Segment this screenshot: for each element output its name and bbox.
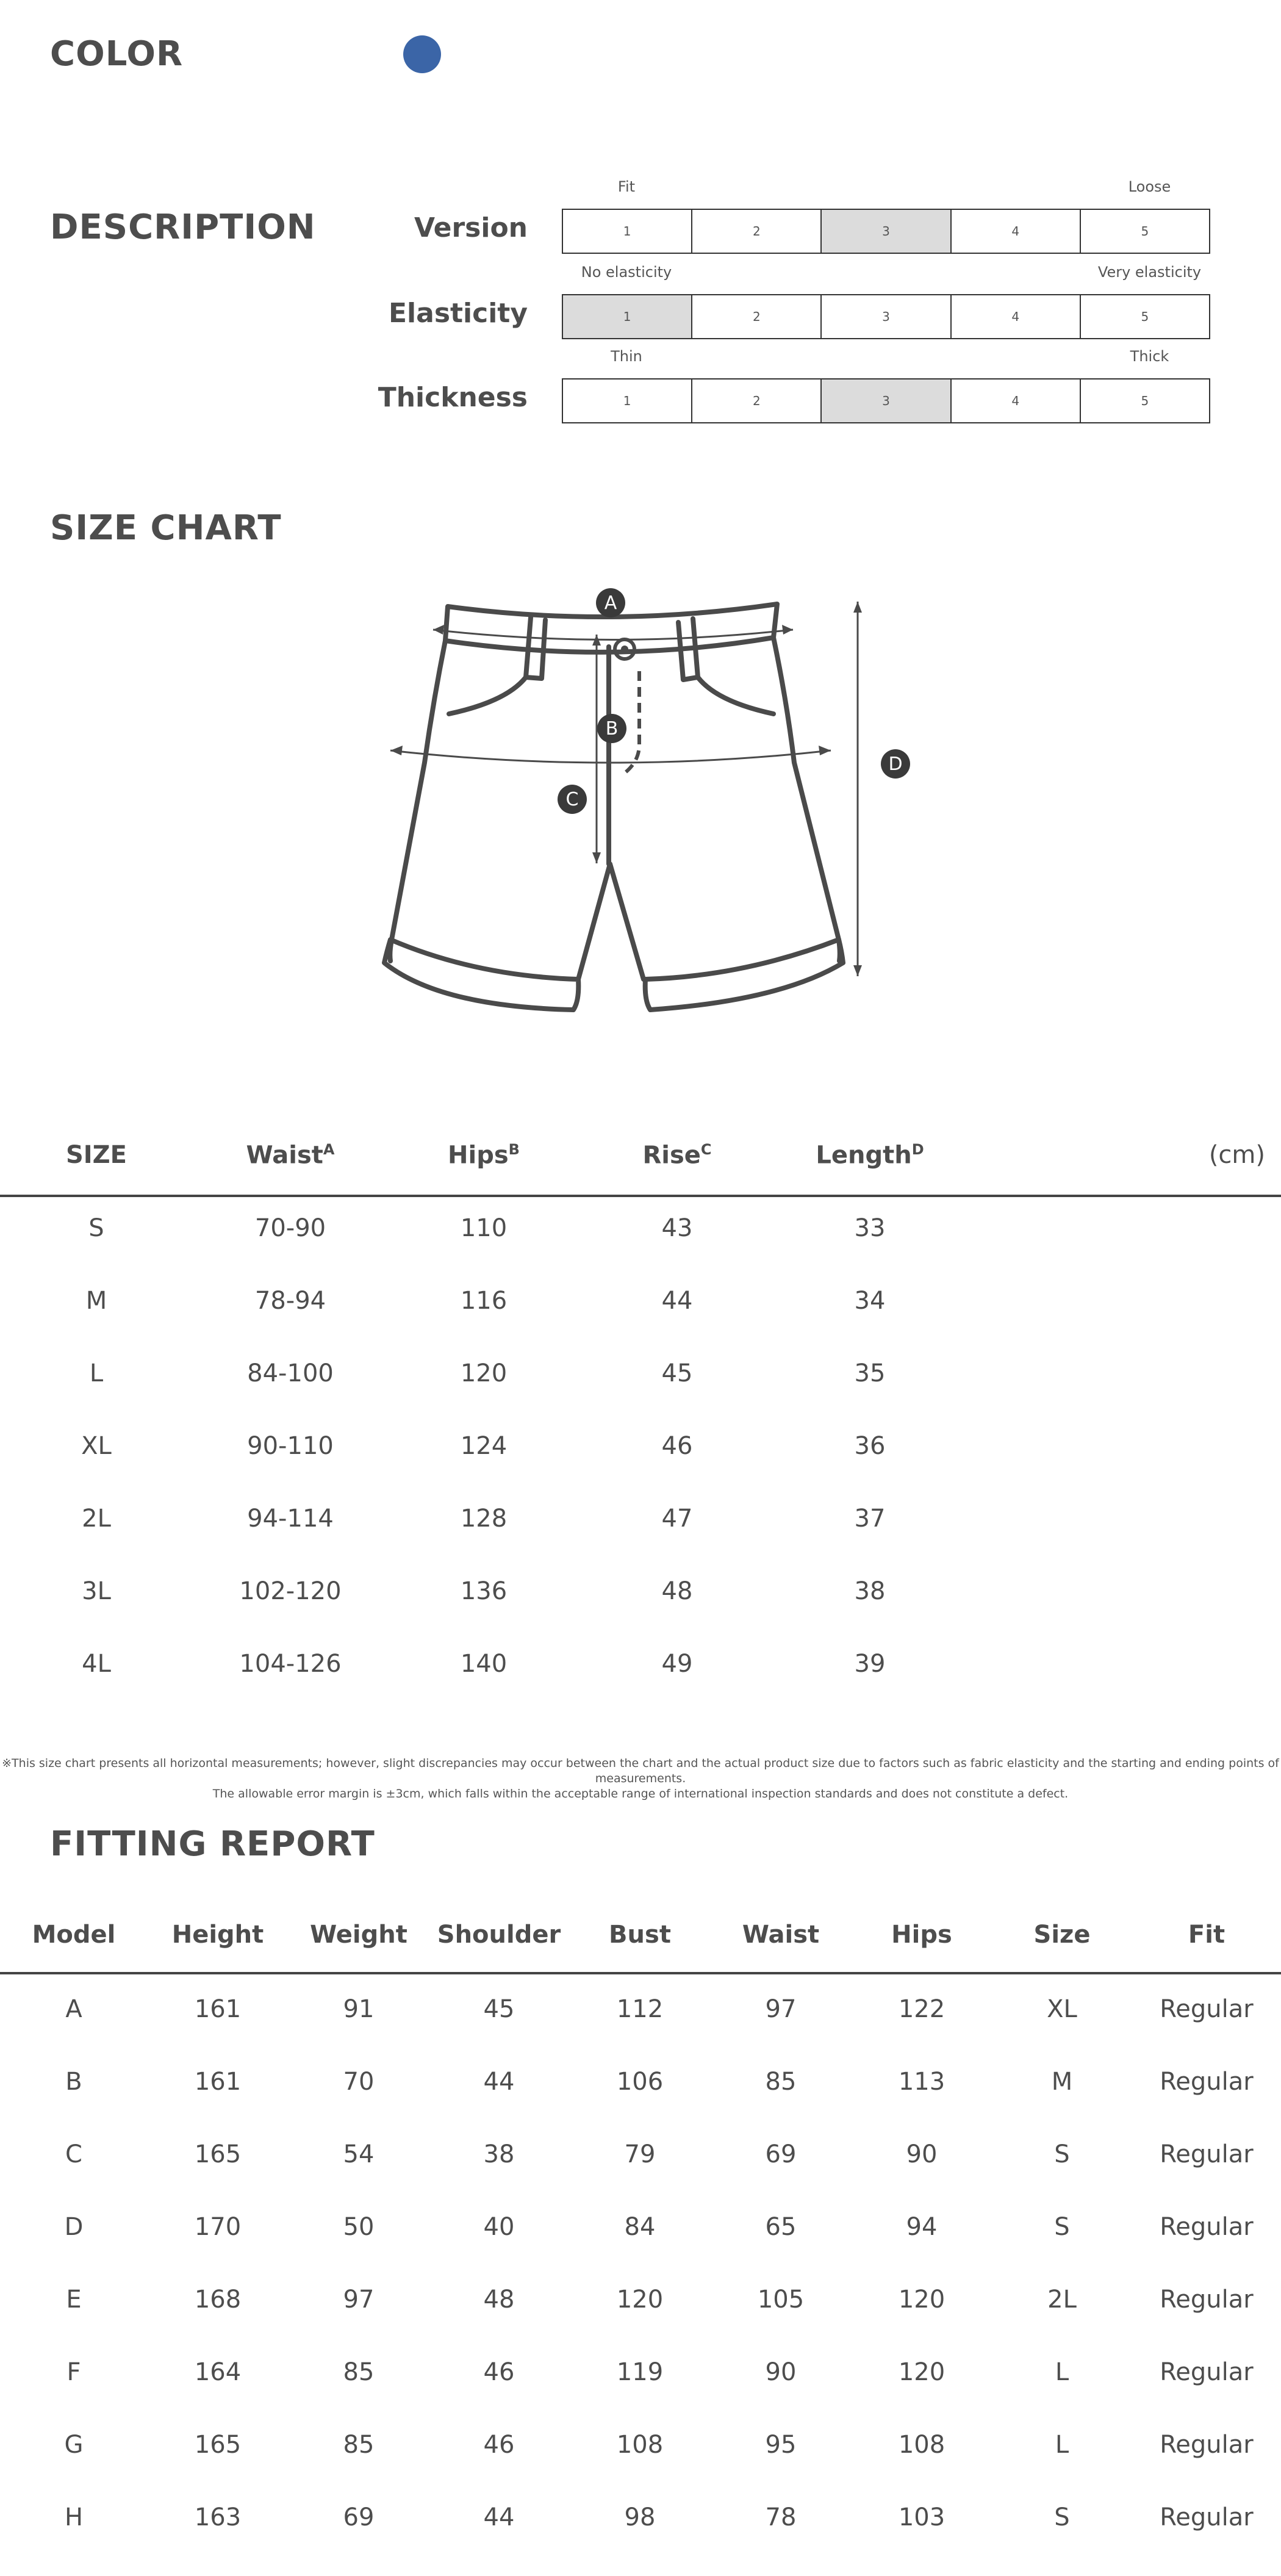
size-cell: 124 [460,1432,508,1460]
size-cell: 4L [82,1650,111,1678]
table-row [0,1287,1281,1359]
fit-cell: 78 [765,2503,797,2531]
svg-text:A: A [604,592,617,614]
size-cell: 45 [661,1359,693,1387]
fit-cell: 98 [624,2503,656,2531]
size-cell: 34 [854,1287,886,1315]
size-cell: 38 [854,1577,886,1605]
fit-cell: 108 [898,2431,946,2459]
size-cell: 104-126 [239,1650,342,1678]
size-cell: 102-120 [239,1577,342,1605]
size-cell: L [89,1359,104,1387]
table-row [0,2358,1281,2431]
fit-cell: 94 [906,2213,938,2241]
fit-cell: 170 [194,2213,242,2241]
fit-table-rule [0,1972,1281,1974]
fit-cell: Regular [1160,2286,1254,2314]
fit-cell: B [65,2068,82,2096]
scale-option-1[interactable]: 1 [563,210,692,253]
description-title: DESCRIPTION [50,207,316,247]
size-header-text: Length [816,1141,912,1170]
size-header-text: Rise [642,1141,701,1170]
fit-cell: A [65,1995,82,2023]
scale-option-3[interactable]: 3 [822,210,951,253]
table-row [0,1577,1281,1650]
fit-header-model: Model [32,1921,116,1949]
fit-cell: L [1055,2431,1069,2459]
fit-cell: 91 [343,1995,375,2023]
table-row [0,1432,1281,1505]
scale-option-5[interactable]: 5 [1141,309,1149,324]
fit-cell: 164 [194,2358,242,2386]
fit-header-waist: Waist [742,1921,820,1949]
scale-option-4[interactable]: 4 [952,295,1081,338]
fit-cell: H [64,2503,84,2531]
fit-cell: 103 [898,2503,946,2531]
fit-cell: 45 [483,1995,515,2023]
scale-label: Version [414,212,528,243]
table-row [0,1995,1281,2068]
size-cell: 49 [661,1650,693,1678]
scale-option-3[interactable]: 3 [822,295,951,338]
scale-options [562,294,1210,339]
fit-cell: C [65,2140,82,2168]
fit-cell: 119 [616,2358,664,2386]
fit-cell: 69 [343,2503,375,2531]
scale-option-2[interactable]: 2 [692,210,822,253]
size-cell: 35 [854,1359,886,1387]
fitting-report-title: FITTING REPORT [50,1824,375,1864]
size-cell: 33 [854,1214,886,1242]
table-row [0,1214,1281,1287]
fit-cell: 38 [483,2140,515,2168]
svg-text:D: D [888,754,903,775]
scale-max-label: Loose [1128,178,1171,195]
fit-cell: D [64,2213,84,2241]
fit-cell: Regular [1160,2358,1254,2386]
fit-cell: E [66,2286,82,2314]
scale-option-3[interactable]: 3 [822,380,951,422]
fit-cell: 120 [616,2286,664,2314]
fit-cell: 122 [898,1995,946,2023]
size-cell: 128 [460,1505,508,1533]
scale-option-5[interactable]: 5 [1141,224,1149,239]
fit-cell: Regular [1160,2431,1254,2459]
fit-cell: 46 [483,2358,515,2386]
fit-cell: G [64,2431,84,2459]
fit-cell: Regular [1160,1995,1254,2023]
fit-header-hips: Hips [891,1921,952,1949]
color-title: COLOR [50,34,184,74]
table-row [0,2068,1281,2140]
fit-cell: 44 [483,2503,515,2531]
size-cell: 78-94 [254,1287,326,1315]
size-cell: 44 [661,1287,693,1315]
fit-cell: 105 [757,2286,805,2314]
fit-header-fit: Fit [1188,1921,1225,1949]
size-cell: 39 [854,1650,886,1678]
size-chart-title: SIZE CHART [50,508,282,548]
size-cell: 84-100 [247,1359,334,1387]
size-header-waist [199,1141,382,1169]
scale-option-4[interactable]: 4 [952,380,1081,422]
fit-cell: Regular [1160,2213,1254,2241]
fit-cell: S [1054,2213,1070,2241]
fit-cell: 54 [343,2140,375,2168]
marker-c [558,785,587,814]
size-cell: 47 [661,1505,693,1533]
fit-cell: 65 [765,2213,797,2241]
marker-a [596,588,625,617]
scale-min-label: No elasticity [581,264,672,281]
size-note-line1: ※This size chart presents all horizontal measurements; however, slight discrepancies may occur between the chart and the actual product size due to factors such as fabric elasticity and the starting and ending points of measurements. [2,1757,1279,1785]
svg-text:C: C [565,789,579,810]
fit-cell: 108 [616,2431,664,2459]
size-header-text: Waist [246,1141,323,1170]
fit-cell: XL [1047,1995,1077,2023]
scale-options [562,209,1210,254]
scale-label: Thickness [378,382,528,413]
size-cell: S [88,1214,104,1242]
fit-cell: 97 [343,2286,375,2314]
fit-cell: 163 [194,2503,242,2531]
size-header-superscript: B [508,1141,520,1158]
size-note [0,1756,1281,1802]
unit-label: (cm) [1208,1141,1265,1169]
size-table-rule [0,1195,1281,1197]
table-row [0,2286,1281,2358]
scale-option-2[interactable]: 2 [692,295,822,338]
fit-cell: 168 [194,2286,242,2314]
fit-cell: 97 [765,1995,797,2023]
fit-cell: 69 [765,2140,797,2168]
fit-cell: 90 [906,2140,938,2168]
fit-cell: 112 [616,1995,664,2023]
size-cell: 2L [82,1505,111,1533]
fit-cell: 90 [765,2358,797,2386]
scale-option-1[interactable]: 1 [563,380,692,422]
fit-cell: 85 [765,2068,797,2096]
size-cell: 136 [460,1577,508,1605]
fit-cell: Regular [1160,2140,1254,2168]
size-header-rise [586,1141,769,1169]
scale-option-4[interactable]: 4 [952,210,1081,253]
fit-cell: S [1054,2503,1070,2531]
size-header-size [5,1141,188,1169]
size-cell: 120 [460,1359,508,1387]
table-row [0,1359,1281,1432]
fit-cell: 165 [194,2140,242,2168]
size-note-line2: The allowable error margin is ±3cm, which falls within the acceptable range of international inspection standards and does not constitute a defect. [212,1787,1069,1801]
size-cell: 140 [460,1650,508,1678]
size-cell: 37 [854,1505,886,1533]
scale-max-label: Thick [1130,348,1169,365]
marker-d [881,749,910,779]
scale-max-label: Very elasticity [1097,264,1202,281]
size-cell: M [85,1287,107,1315]
size-header-length [778,1141,961,1169]
size-cell: 3L [82,1577,111,1605]
fit-cell: 95 [765,2431,797,2459]
fit-cell: 161 [194,2068,242,2096]
fit-header-bust: Bust [609,1921,671,1949]
fit-cell: 46 [483,2431,515,2459]
table-row [0,2213,1281,2286]
size-cell: 46 [661,1432,693,1460]
fit-cell: 85 [343,2358,375,2386]
fit-cell: F [66,2358,81,2386]
size-header-superscript: D [911,1141,924,1158]
shorts-diagram [366,580,915,1031]
fit-cell: L [1055,2358,1069,2386]
svg-text:B: B [605,718,619,739]
fit-cell: 113 [898,2068,946,2096]
size-header-superscript: C [700,1141,712,1158]
size-cell: 110 [460,1214,508,1242]
fit-cell: Regular [1160,2068,1254,2096]
fit-cell: 44 [483,2068,515,2096]
table-row [0,2140,1281,2213]
fit-cell: 40 [483,2213,515,2241]
fit-cell: 50 [343,2213,375,2241]
size-header-text: SIZE [65,1141,127,1169]
scale-option-2[interactable]: 2 [692,380,822,422]
scale-options [562,378,1210,423]
marker-b [597,714,626,743]
table-row [0,1650,1281,1722]
table-row [0,2503,1281,2576]
size-cell: 90-110 [247,1432,334,1460]
fit-cell: Regular [1160,2503,1254,2531]
fit-cell: 2L [1047,2286,1077,2314]
fit-cell: 84 [624,2213,656,2241]
size-cell: 43 [661,1214,693,1242]
size-header-hips [392,1141,575,1169]
fit-cell: 120 [898,2286,946,2314]
fit-cell: 106 [616,2068,664,2096]
fit-header-weight: Weight [310,1921,407,1949]
fit-cell: M [1051,2068,1073,2096]
fit-cell: 79 [624,2140,656,2168]
size-header-superscript: A [323,1141,335,1158]
fit-header-shoulder: Shoulder [437,1921,561,1949]
fit-cell: 120 [898,2358,946,2386]
scale-option-5[interactable]: 5 [1141,394,1149,408]
size-cell: 116 [460,1287,508,1315]
size-cell: 94-114 [247,1505,334,1533]
table-row [0,2431,1281,2503]
scale-min-label: Fit [617,178,636,195]
size-header-text: Hips [448,1141,509,1170]
color-swatch[interactable] [403,35,441,73]
fit-header-size: Size [1033,1921,1091,1949]
fit-cell: 161 [194,1995,242,2023]
scale-option-1[interactable]: 1 [563,295,692,338]
size-cell: 48 [661,1577,693,1605]
size-cell: 70-90 [254,1214,326,1242]
size-cell: 36 [854,1432,886,1460]
fit-cell: 85 [343,2431,375,2459]
fit-header-height: Height [171,1921,264,1949]
fit-cell: 165 [194,2431,242,2459]
fit-cell: 48 [483,2286,515,2314]
table-row [0,1505,1281,1577]
scale-min-label: Thin [611,348,642,365]
size-cell: XL [81,1432,112,1460]
fit-cell: S [1054,2140,1070,2168]
scale-label: Elasticity [388,298,528,329]
fit-cell: 70 [343,2068,375,2096]
